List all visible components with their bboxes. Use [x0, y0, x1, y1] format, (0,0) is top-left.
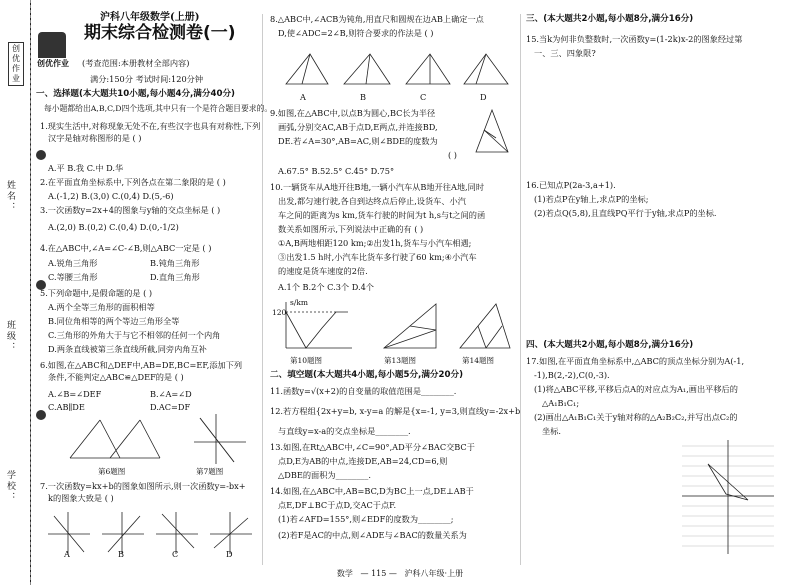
q3-options: A.(2,0) B.(0,2) C.(0,4) D.(0,-1/2)	[48, 222, 179, 232]
corner-label: 创优作业	[8, 42, 24, 86]
q7-label-b: B	[118, 549, 125, 559]
q9-cont-1: 画弧,分别交AC,AB于点D,E两点,并连接BD,	[278, 122, 438, 132]
q1: 1.现实生活中,对称现象无处不在,有些汉字也具有对称性,下列	[40, 121, 261, 131]
q5-option-b: B.同位角相等的两个等边三角形全等	[48, 316, 180, 326]
q9-cont-2: DE.若∠A=30°,AB=AC,则∠BDE的度数为	[278, 136, 438, 146]
footer-book: 沪科八年级·上册	[404, 569, 464, 578]
figure-10	[276, 298, 356, 354]
q9-paren: ( )	[448, 150, 457, 160]
q7: 7.一次函数y=kx+b的图象如图所示,则一次函数y=-bx+	[40, 481, 246, 491]
q6-cont: 条件,不能判定△ABC≌△DEF的是 ( )	[48, 372, 184, 382]
q16: 16.已知点P(2a-3,a+1).	[526, 180, 616, 190]
logo	[38, 32, 66, 58]
school-label: 学校：	[5, 470, 15, 503]
page-footer	[0, 568, 800, 579]
q5-option-c: C.三角形的外角大于与它不相邻的任何一个内角	[48, 330, 221, 340]
figure-6-caption: 第6题图	[98, 467, 126, 476]
q10-cont-3: 数关系如图所示,下列说法中正确的有 ( )	[278, 224, 424, 234]
q12-cont: 与直线y=x-a的交点坐标是________.	[278, 426, 411, 436]
q16-part-2: (2)若点Q(5,8),且直线PQ平行于y轴,求点P的坐标.	[534, 208, 717, 218]
q9: 9.如图,在△ABC中,以点B为圆心,BC长为半径	[270, 108, 436, 118]
q4-option-d: D.直角三角形	[150, 272, 200, 282]
q8-label-d: D	[480, 92, 487, 102]
q6-option-c: C.AB∥DE	[48, 402, 85, 412]
q7-label-d: D	[226, 549, 233, 559]
figure-14-caption: 第14题图	[462, 356, 495, 365]
column-divider	[262, 14, 263, 565]
q4: 4.在△ABC中,∠A=∠C-∠B,则△ABC一定是 ( )	[40, 243, 212, 253]
section-4-title: 四、(本大题共2小题,每小题8分,满分16分)	[526, 340, 694, 350]
q5: 5.下列命题中,是假命题的是 ( )	[40, 288, 153, 298]
column-divider	[520, 14, 521, 565]
q5-option-a: A.两个全等三角形的面积相等	[48, 302, 155, 312]
q5-option-d: D.两条直线被第三条直线所截,同旁内角互补	[48, 344, 207, 354]
q4-option-b: B.钝角三角形	[150, 258, 200, 268]
q15-cont: 一、三、四象限?	[534, 48, 596, 58]
figure-10-caption: 第10题图	[290, 356, 323, 365]
binding-hole	[36, 150, 46, 160]
q14-part-2: (2)若F是AC的中点,则∠ADE与∠BAC的数量关系为	[278, 530, 467, 540]
figure-7-caption: 第7题图	[196, 467, 224, 476]
q10-cont-6: 的速度是货车速度的2倍.	[278, 266, 368, 276]
figure-13-caption: 第13题图	[384, 356, 417, 365]
section-2-title: 二、填空题(本大题共4小题,每小题5分,满分20分)	[270, 370, 463, 380]
page-title: 期末综合检测卷(一)	[84, 23, 236, 43]
q16-part-1: (1)若点P在y轴上,求点P的坐标;	[534, 194, 649, 204]
q6-option-b: B.∠A=∠D	[150, 389, 192, 399]
class-label: 班级：	[5, 320, 15, 353]
q13-cont-2: △DBE的面积为________.	[278, 470, 371, 480]
scope-text: (考查范围:本册教材全部内容)	[82, 58, 190, 68]
name-label: 姓名：	[5, 180, 15, 213]
q2: 2.在平面直角坐标系中,下列各点在第二象限的是 ( )	[40, 177, 226, 187]
figure-9	[470, 108, 514, 156]
q10-options: A.1个 B.2个 C.3个 D.4个	[278, 282, 374, 292]
q17: 17.如图,在平面直角坐标系中,△ABC的顶点坐标分别为A(-1,	[526, 356, 745, 366]
q10-cont-1: 出发,都匀速行驶,各自到达终点后停止,设货车、小汽	[278, 196, 466, 206]
q17-part-2: (2)画出△A₁B₁C₁关于y轴对称的△A₂B₂C₂,并写出点C₂的	[534, 412, 738, 422]
q8-label-b: B	[360, 92, 367, 102]
q8-label-c: C	[420, 92, 427, 102]
q14: 14.如图,在△ABC中,AB=BC,D为BC上一点,DE⊥AB于	[270, 486, 474, 496]
series-title: 沪科八年级数学(上册)	[100, 12, 200, 23]
q14-part-1: (1)若∠AFD=155°,则∠EDF的度数为________;	[278, 514, 454, 524]
q11: 11.函数y=√(x+2)的自变量的取值范围是________.	[270, 386, 457, 396]
q12: 12.若方程组{2x+y=b, x-y=a 的解是{x=-1, y=3,则直线y=-2x+b	[270, 406, 521, 416]
q8-cont: D,使∠ADC=2∠B,则符合要求的作法是 ( )	[278, 28, 434, 38]
q4-option-a: A.锐角三角形	[48, 258, 98, 268]
footer-subject: 数学	[336, 569, 353, 578]
figure-10-axis-label: s/km	[290, 298, 309, 307]
q2-options: A.(-1,2) B.(3,0) C.(0,4) D.(5,-6)	[48, 191, 174, 201]
q7-label-c: C	[172, 549, 179, 559]
q8-figures	[280, 46, 512, 92]
figure-7	[190, 412, 250, 467]
q17-grid	[678, 438, 778, 556]
q8-label-a: A	[300, 92, 306, 102]
figure-14	[456, 300, 516, 352]
q7-cont: k的图象大致是 ( )	[48, 493, 114, 503]
figure-10-axis-value: 120	[272, 308, 287, 317]
q10-cont-5: ③出发1.5 h时,小汽车比货车多行驶了60 km;④小汽车	[278, 252, 477, 262]
q13: 13.如图,在Rt△ABC中,∠C=90°,AD平分∠BAC交BC于	[270, 442, 475, 452]
q10: 10.一辆货车从A地开往B地,一辆小汽车从B地开往A地,同时	[270, 182, 485, 192]
section-1-note: 每小题都给出A,B,C,D四个选项,其中只有一个是符合题目要求的。	[44, 104, 273, 113]
meta-text: 满分:150分 考试时间:120分钟	[90, 74, 204, 84]
q15: 15.当k为何非负整数时,一次函数y=(1-2k)x-2的图象经过第	[526, 34, 743, 44]
q7-label-a: A	[64, 549, 70, 559]
q6-option-a: A.∠B=∠DEF	[48, 389, 102, 399]
q10-cont-2: 车之间的距离为s km,货车行驶的时间为t h,s与t之间的函	[278, 210, 486, 220]
q17-part-1: (1)将△ABC平移,平移后点A的对应点为A₁,画出平移后的	[534, 384, 738, 394]
page-number: — 115 —	[360, 569, 397, 578]
q3: 3.一次函数y=2x+4的图象与y轴的交点坐标是 ( )	[40, 205, 221, 215]
section-3-title: 三、(本大题共2小题,每小题8分,满分16分)	[526, 14, 694, 24]
binding-hole	[36, 410, 46, 420]
q8: 8.△ABC中,∠ACB为钝角,用直尺和圆规在边AB上确定一点	[270, 14, 484, 24]
logo-text: 创优作业	[37, 59, 69, 68]
q6-option-d: D.AC=DF	[150, 402, 191, 412]
q1-cont: 汉字是轴对称图形的是 ( )	[48, 133, 142, 143]
q13-cont-1: 点D,E为AB的中点,连接DE,AB=24,CD=6,则	[278, 456, 448, 466]
q14-cont: 点E,DF⊥BC于点D,交AC于点F.	[278, 500, 397, 510]
q10-cont-4: ①A,B两地相距120 km;②出发1h,货车与小汽车相遇;	[278, 238, 472, 248]
figure-13	[378, 300, 442, 352]
q6: 6.如图,在△ABC和△DEF中,AB=DE,BC=EF,添加下列	[40, 360, 243, 370]
q17-part-1-cont: △A₁B₁C₁;	[542, 398, 580, 408]
q4-option-c: C.等腰三角形	[48, 272, 98, 282]
q17-part-2-cont: 坐标.	[542, 426, 561, 436]
q1-options: A.平 B.我 C.中 D.华	[48, 163, 124, 173]
binding-strip	[0, 0, 31, 585]
section-1-title: 一、选择题(本大题共10小题,每小题4分,满分40分)	[36, 89, 235, 99]
cut-line	[30, 0, 31, 585]
q17-cont: -1),B(2,-2),C(0,-3).	[534, 370, 610, 380]
q9-options: A.67.5° B.52.5° C.45° D.75°	[278, 166, 395, 176]
figure-6	[60, 416, 170, 466]
